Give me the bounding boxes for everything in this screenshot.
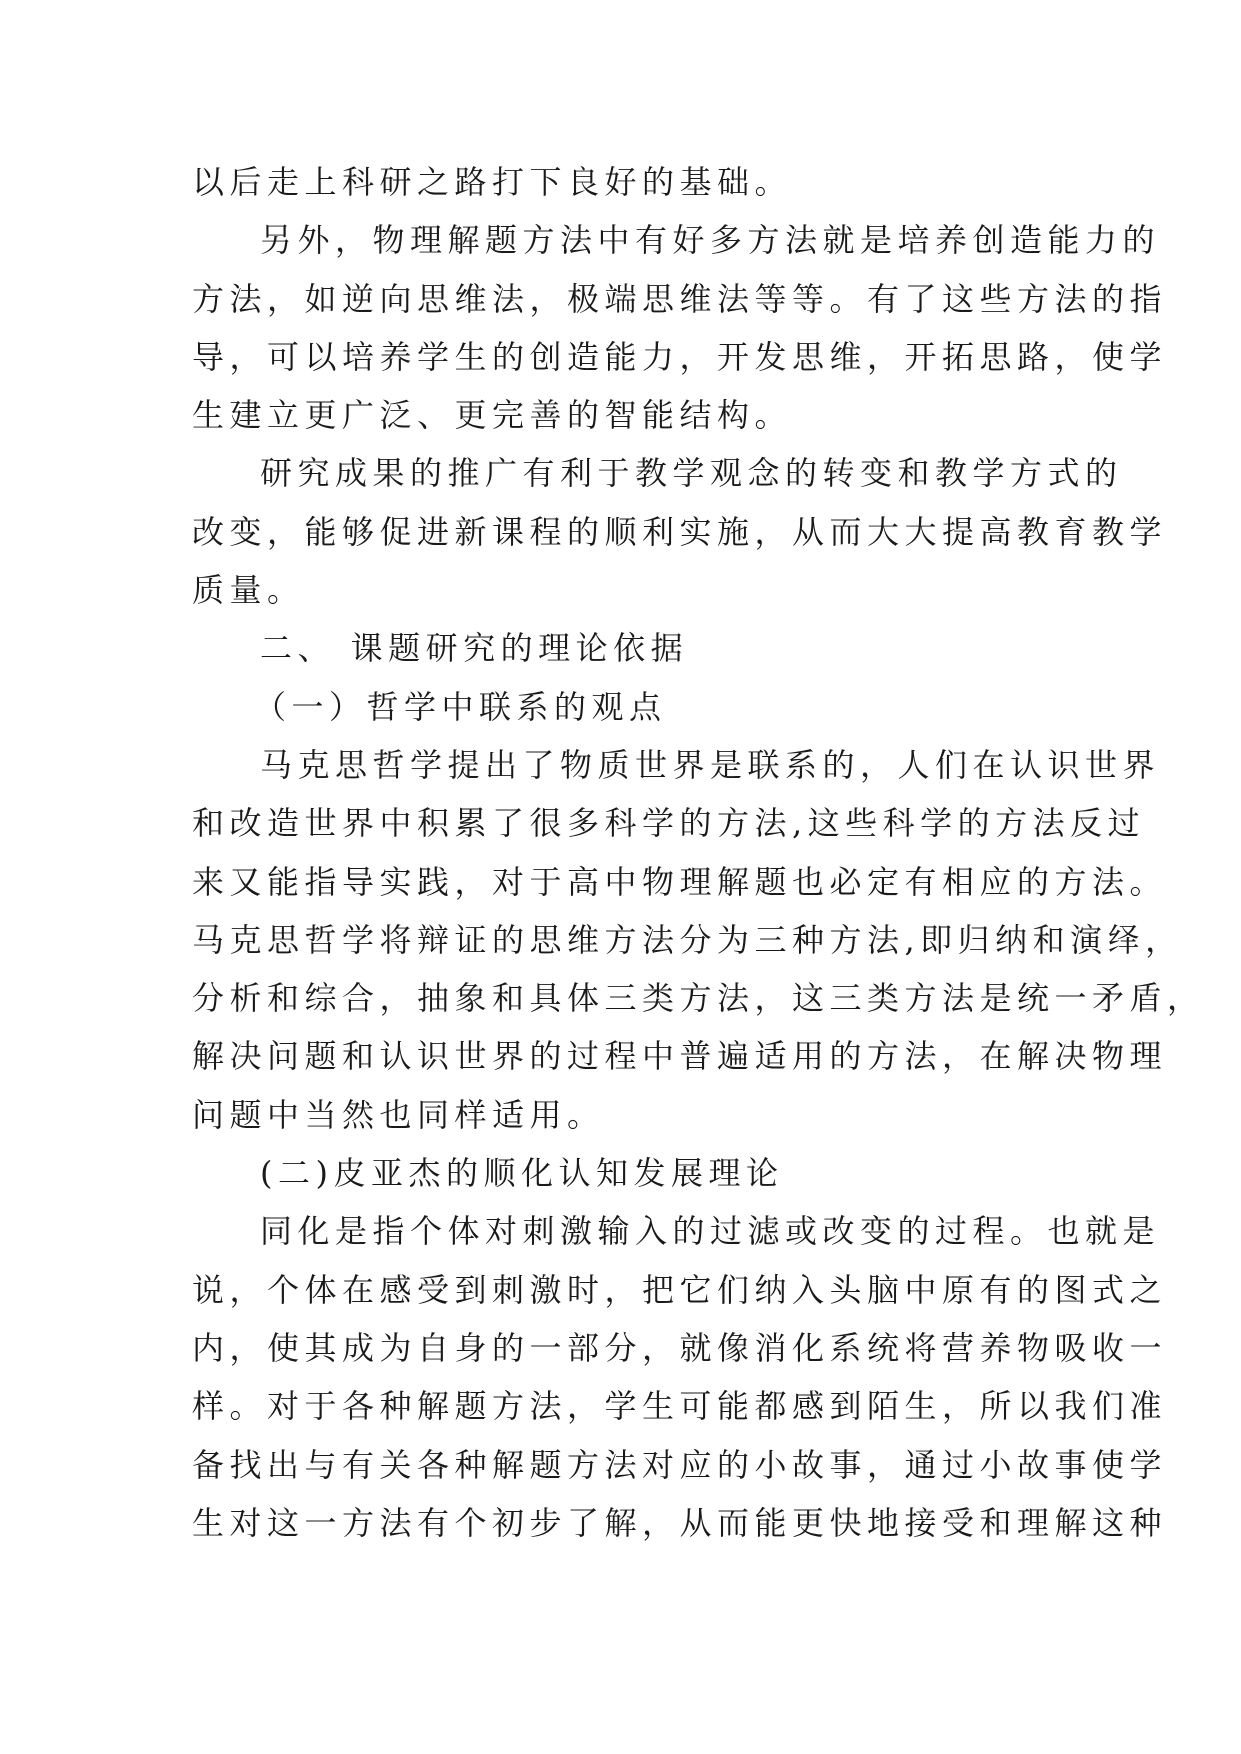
paragraph-start-line: 同化是指个体对刺激输入的过滤或改变的过程。也就是	[260, 1212, 1161, 1251]
text-line: 导，可以培养学生的创造能力，开发思维，开拓思路，使学	[192, 337, 1168, 376]
subsection-heading: （一）哲学中联系的观点	[254, 687, 667, 726]
body-text	[192, 153, 1205, 1552]
paragraph-start-line: 马克思哲学提出了物质世界是联系的，人们在认识世界	[260, 745, 1161, 784]
paragraph-start-line: 另外，物理解题方法中有好多方法就是培养创造能力的	[260, 221, 1161, 260]
text-line: 备找出与有关各种解题方法对应的小故事，通过小故事使学	[192, 1445, 1168, 1484]
section-heading: 二、 课题研究的理论依据	[260, 629, 689, 668]
text-line: 以后走上科研之路打下良好的基础。	[192, 163, 793, 201]
text-line: 问题中当然也同样适用。	[192, 1095, 605, 1134]
text-line: 改变，能够促进新课程的顺利实施，从而大大提高教育教学	[192, 512, 1168, 551]
text-line: 解决问题和认识世界的过程中普遍适用的方法，在解决物理	[192, 1037, 1168, 1076]
text-line: 内，使其成为自身的一部分，就像消化系统将营养物吸收一	[192, 1328, 1168, 1367]
text-line: 方法，如逆向思维法，极端思维法等等。有了这些方法的指	[192, 279, 1168, 318]
subsection-heading: (二)皮亚杰的顺化认知发展理论	[260, 1154, 784, 1193]
text-line: 马克思哲学将辩证的思维方法分为三种方法,即归纳和演绎，	[192, 920, 1183, 959]
paragraph-start-line: 研究成果的推广有利于教学观念的转变和教学方式的	[260, 454, 1123, 493]
text-line: 和改造世界中积累了很多科学的方法,这些科学的方法反过	[192, 804, 1146, 843]
text-line: 分析和综合，抽象和具体三类方法，这三类方法是统一矛盾，	[192, 979, 1205, 1018]
text-line: 说，个体在感受到刺激时，把它们纳入头脑中原有的图式之	[192, 1270, 1168, 1309]
text-line: 质量。	[192, 571, 305, 610]
text-line: 来又能指导实践，对于高中物理解题也必定有相应的方法。	[192, 862, 1168, 901]
text-line: 生对这一方法有个初步了解，从而能更快地接受和理解这种	[192, 1503, 1168, 1542]
text-line: 生建立更广泛、更完善的智能结构。	[192, 396, 793, 435]
text-line: 样。对于各种解题方法，学生可能都感到陌生，所以我们准	[192, 1387, 1168, 1426]
